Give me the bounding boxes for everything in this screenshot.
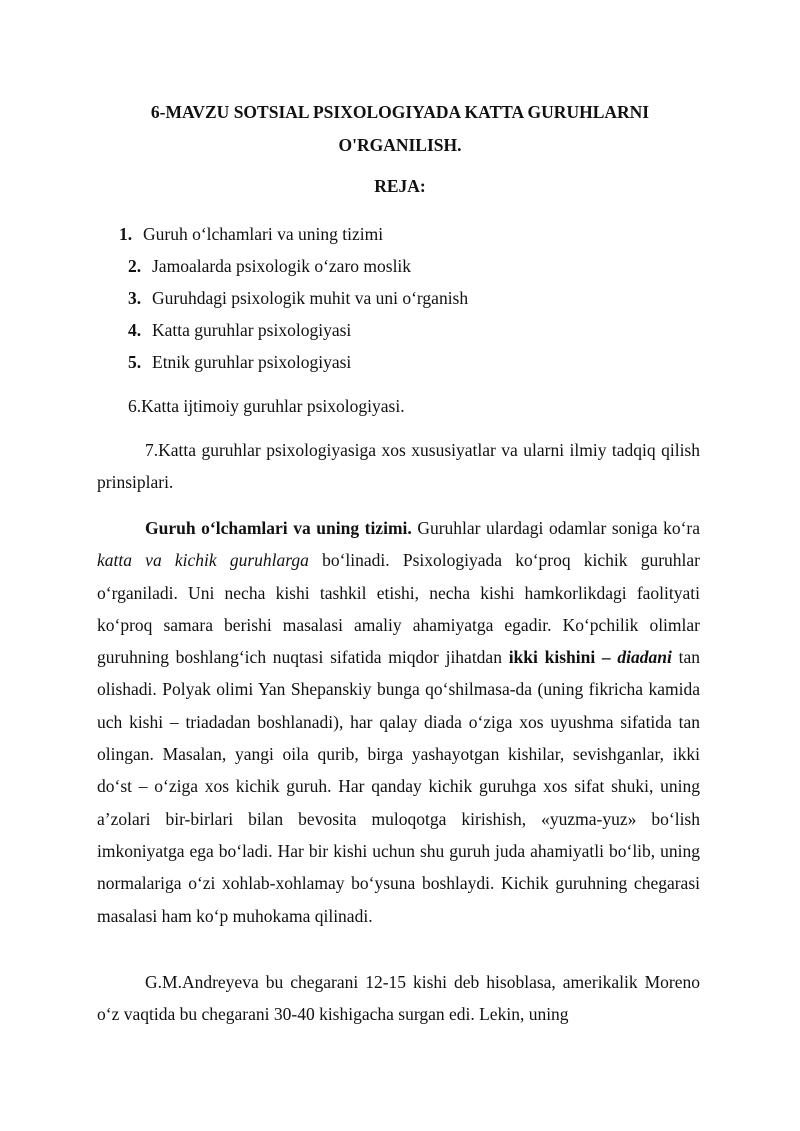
paragraph-lead-heading: Guruh o‘lchamlari va uning tizimi.	[145, 518, 412, 538]
plan-heading: REJA:	[374, 176, 426, 196]
paragraph-bold-term: ikki kishini –	[508, 647, 611, 668]
plan-item-text: Jamoalarda psixologik o‘zaro moslik	[152, 256, 412, 276]
plan-item-number: 4.	[128, 320, 142, 340]
plan-item-number: 2.	[128, 256, 142, 276]
paragraph-text: G.M.Andreyeva bu chegarani 12-15 kishi deb hisoblasa, amerikalik Moreno o‘z vaqtida bu chegarani 30-40 kishigacha surgan edi. Lekin, uning	[97, 972, 700, 1025]
plan-item-text: Guruh o‘lchamlari va uning tizimi	[143, 224, 384, 244]
plan-item-text: Etnik guruhlar psixologiyasi	[152, 352, 352, 372]
paragraph-text: Guruhlar ulardagi odamlar soniga ko‘ra	[411, 518, 701, 538]
plan-item-text: Guruhdagi psixologik muhit va uni o‘rganish	[152, 288, 469, 308]
plan-item-2	[128, 256, 411, 277]
plan-item-3	[128, 288, 468, 309]
plan-item-6: 6.Katta ijtimoiy guruhlar psixologiyasi.	[128, 396, 405, 416]
plan-item-5	[128, 352, 351, 373]
plan-item-4	[128, 320, 351, 341]
paragraph-group-sizes	[97, 512, 700, 932]
plan-item-number: 1.	[119, 224, 133, 244]
paragraph-text: bo‘linadi. Psixologiyada ko‘proq kichik guruhlar o‘rganiladi. Uni necha kishi tashkil etishi, necha kishi hamkorlikdagi faolityati ko‘proq samara berishi masalasi amaliy ahamiyatga egadir. Ko‘pchilik olimlar guruhning boshlang‘ich nuqtasi sifatida miqdor jihatdan	[97, 550, 700, 668]
plan-item-number: 5.	[128, 352, 142, 372]
plan-item-text: Katta guruhlar psixologiyasi	[152, 320, 352, 340]
plan-item-1	[119, 224, 383, 245]
paragraph-bold-italic-term: diadani	[610, 647, 672, 668]
document-title: 6-MAVZU SOTSIAL PSIXOLOGIYADA KATTA GURUHLARNI O'RGANILISH.	[150, 102, 650, 155]
paragraph-andreyeva	[97, 966, 700, 1031]
paragraph-text: tan olishadi. Polyak olimi Yan Shepanskiy bunga qo‘shilmasa-da (uning fikricha kamida uch kishi – triadadan boshlanadi), har qalay diada o‘ziga xos uyushma sifatida tan olingan. Masalan, yangi oila qurib, birga yashayotgan kishilar, sevishganlar, ikki do‘st – o‘ziga xos kichik guruh. Har qanday kichik guruhga xos sifat shuki, uning a’zolari bir-birlari bilan bevosita muloqotga kirishish, «yuzma-yuz» bo‘lish imkoniyatga ega bo‘ladi. Har bir kishi uchun shu guruh juda ahamiyatli bo‘lib, uning normalariga o‘zi xohlab-xohlamay bo‘ysuna boshlaydi. Kichik guruhning chegarasi masalasi ham ko‘p muhokama qilinadi.	[97, 647, 700, 926]
paragraph-italic-term: katta va kichik guruhlarga	[97, 550, 309, 571]
plan-item-7-text: 7.Katta guruhlar psixologiyasiga xos xususiyatlar va ularni ilmiy tadqiq qilish prinsiplari.	[97, 440, 700, 493]
plan-item-number: 3.	[128, 288, 142, 308]
plan-item-7	[97, 434, 700, 499]
